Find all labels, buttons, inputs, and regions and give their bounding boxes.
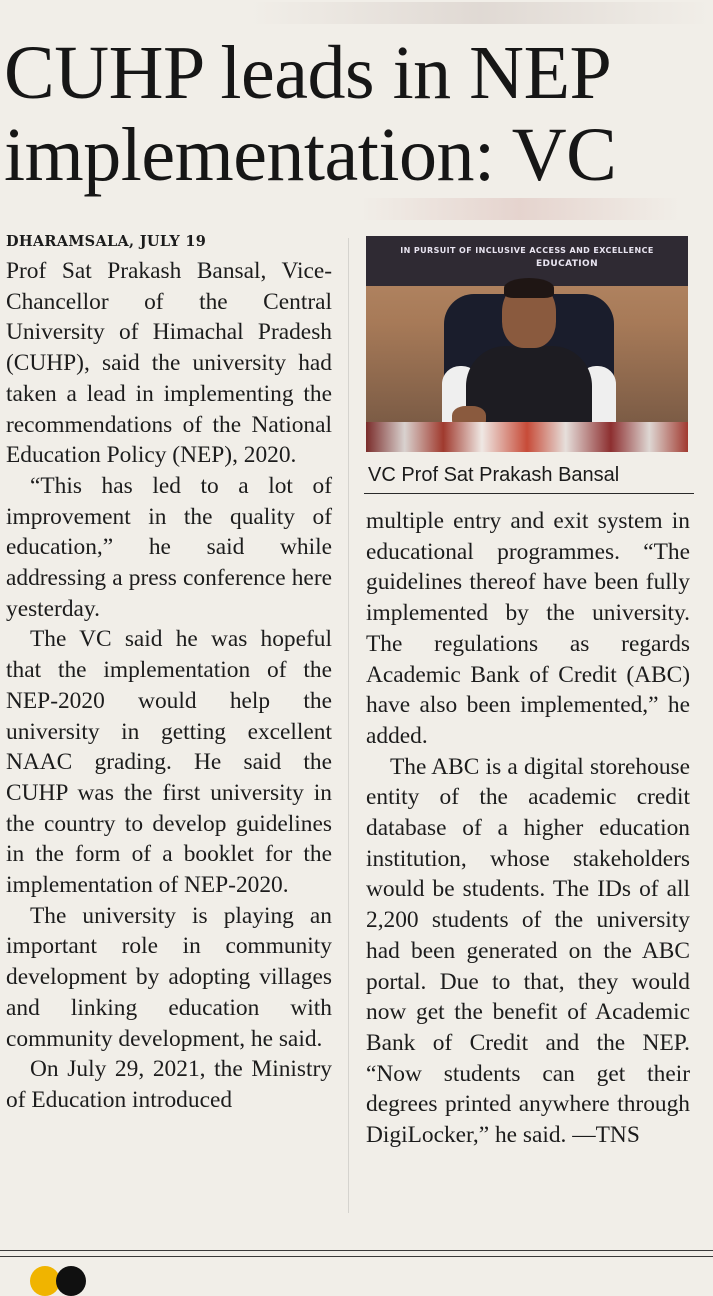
bottom-rule [0, 1256, 713, 1257]
caption-rule [364, 493, 694, 494]
paragraph: The ABC is a digital storehouse entity of the academic credit database of a higher education institution, whose stakeholders would be students. The IDs of all 2,200 students of the university had been generated on the ABC portal. Due to that, they would now get the benefit of Academic Bank of Credit and the NEP. “Now students can get their degrees printed anywhere through DigiLocker,” he said. —TNS [366, 753, 690, 1149]
hair [504, 278, 554, 298]
dateline: DHARAMSALA, JULY 19 [6, 233, 207, 250]
paragraph: The VC said he was hopeful that the implementation of the NEP-2020 would help the university in getting excellent NAAC grading. He said the CUHP was the first university in the country to develop guidelines in the form of a booklet for the implementation of NEP-2020. [6, 626, 332, 899]
photo-caption: VC Prof Sat Prakash Bansal [368, 464, 620, 486]
bottom-rule [0, 1250, 713, 1251]
speaker-figure [424, 270, 624, 440]
banner-text-line-2: EDUCATION [535, 259, 599, 269]
headline-line-1: CUHP leads in NEP [4, 31, 612, 115]
paragraph: “This has led to a lot of improvement in the quality of education,” he said while addressing a press conference here yesterday. [6, 472, 332, 622]
bottom-color-dot [56, 1266, 86, 1296]
article-right-column [366, 506, 690, 1151]
faint-bleed-through-mid [360, 198, 680, 220]
banner-text-line-1: IN PURSUIT OF INCLUSIVE ACCESS AND EXCELLENCE [400, 246, 654, 255]
microphones-row [366, 422, 688, 452]
column-divider [348, 238, 349, 1213]
headline-line-2: implementation: VC [4, 113, 617, 197]
paragraph: On July 29, 2021, the Ministry of Education introduced [6, 1056, 332, 1113]
article-left-column [6, 228, 332, 1116]
faint-bleed-through-top [250, 2, 710, 24]
paragraph: multiple entry and exit system in educational programmes. “The guidelines thereof have been fully implemented by the university. The regulations as regards Academic Bank of Credit (ABC) have also been implemented,” he added. [366, 508, 690, 749]
headline [4, 32, 709, 196]
paragraph: The university is playing an important role in community development by adopting villages and linking education with community development, he said. [6, 902, 332, 1052]
paragraph: Prof Sat Prakash Bansal, Vice-Chancellor of the Central University of Himachal Pradesh (CUHP), said the university had taken a lead in implementing the recommendations of the National Education Policy (NEP), 2020. [6, 258, 332, 469]
press-conference-photo [366, 236, 688, 452]
